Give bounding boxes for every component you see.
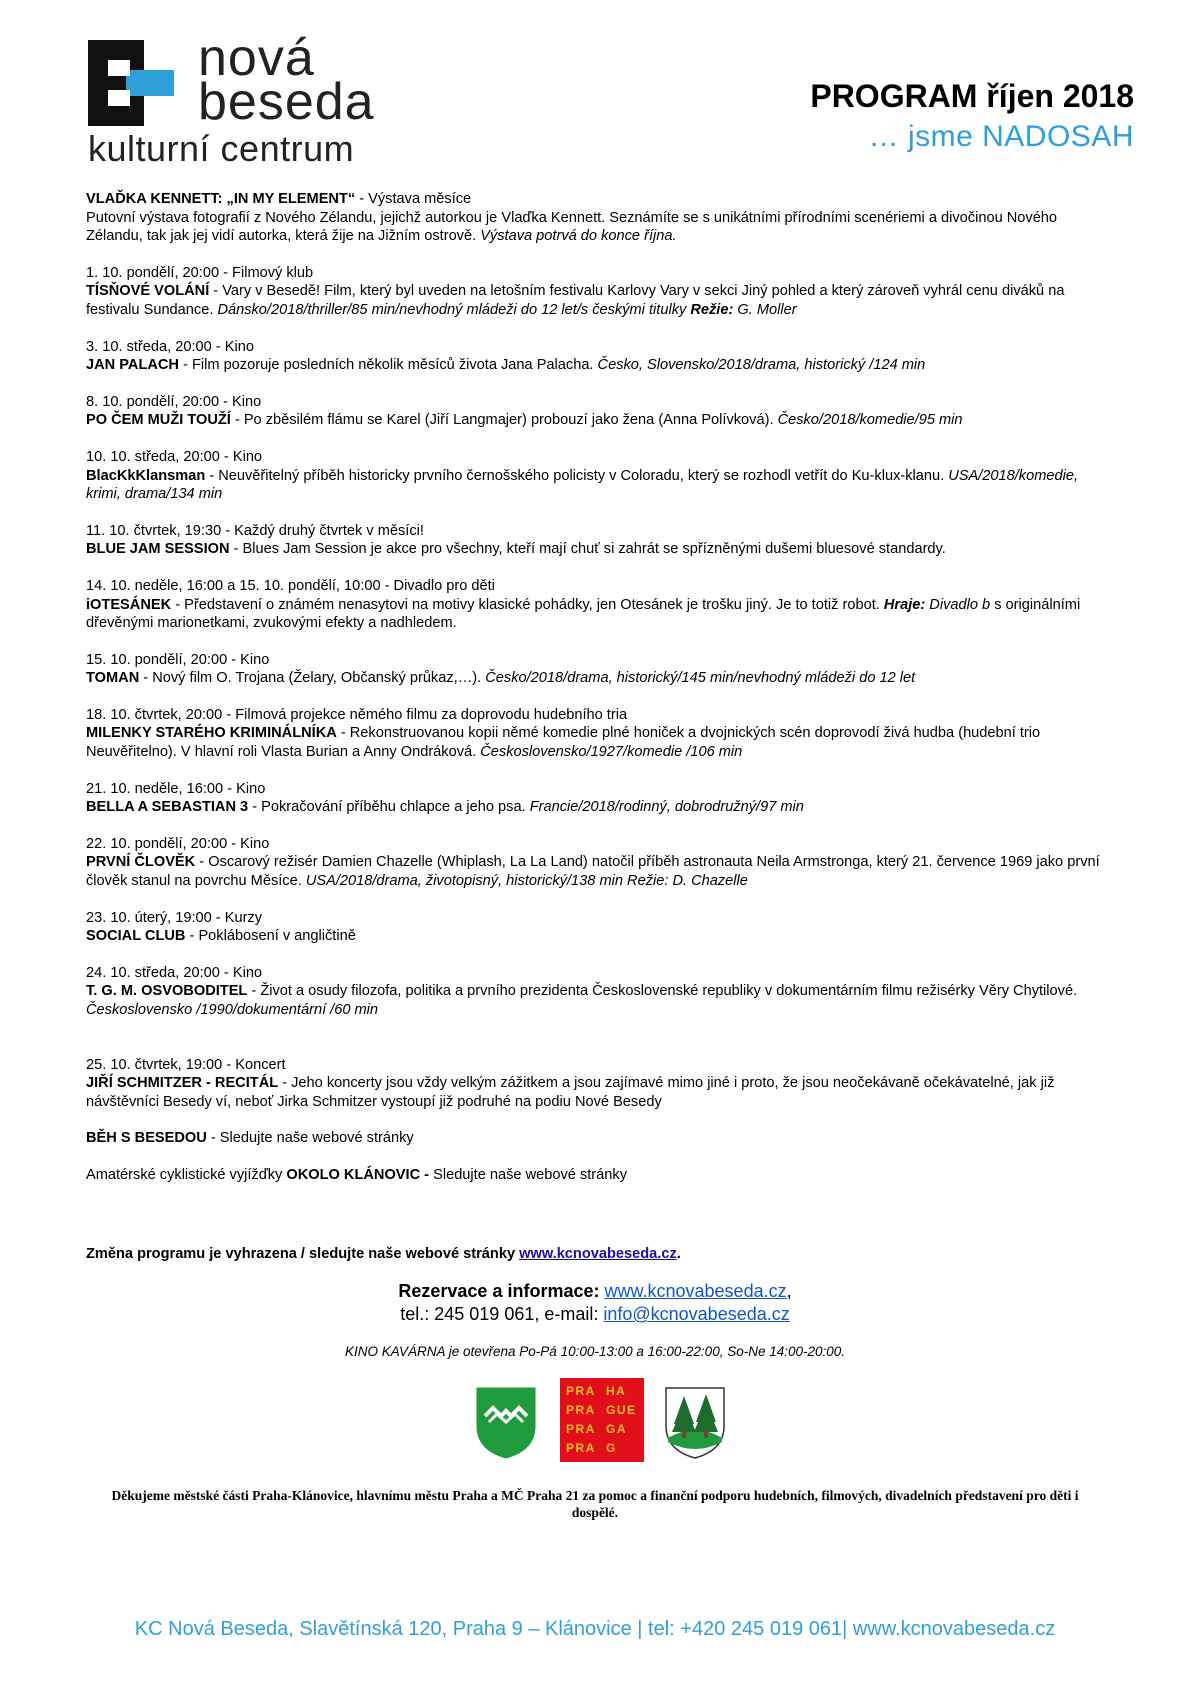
event-item xyxy=(86,522,1116,559)
event-title: BELLA A SEBASTIAN 3 xyxy=(86,799,249,816)
event-item xyxy=(86,448,1116,504)
event-text: - Vary v Besedě! Film, který byl uveden na letošním festivalu Karlovy Vary v sekci Jiný pohled a který zároveň vyhrál cenu diváků na festivalu Sundance. xyxy=(86,283,1065,318)
event-title: MILENKY STARÉHO KRIMINÁLNÍKA xyxy=(86,725,337,742)
change-note-text: Změna programu je vyhrazena / sledujte naše webové stránky xyxy=(86,1245,520,1262)
event-text: - Život a osudy filozofa, politika a prvního prezidenta Československé republiky v dokumentárním filmu režisérky Věry Chytilové. xyxy=(247,983,1078,1000)
event-description xyxy=(86,356,1116,375)
extra-cycling-title: OKOLO KLÁNOVIC - xyxy=(286,1166,430,1183)
event-item xyxy=(86,964,1116,1020)
event-title: BlacKkKlansman xyxy=(86,467,206,484)
event-title: TOMAN xyxy=(86,670,140,687)
event-meta-value: G. Moller xyxy=(733,301,797,318)
cafe-hours: KINO KAVÁRNA je otevřena Po-Pá 10:00-13:00 a 16:00-22:00, So-Ne 14:00-20:00. xyxy=(344,1344,846,1359)
event-date: 23. 10. úterý, 19:00 - Kurzy xyxy=(86,909,263,926)
event-title: PO ČEM MUŽI TOUŽÍ xyxy=(86,412,231,429)
event-title: TÍSŇOVÉ VOLÁNÍ xyxy=(86,283,210,300)
extra-cycling-text: Sledujte naše webové stránky xyxy=(429,1166,627,1183)
reservation-email-link[interactable]: info@kcnovabeseda.cz xyxy=(603,1304,790,1324)
event-text: - Film pozoruje posledních několik měsíců života Jana Palacha. xyxy=(178,357,598,374)
event-meta-label: Režie: xyxy=(690,301,734,318)
reservation-block xyxy=(0,1280,1190,1326)
event-title: BLUE JAM SESSION xyxy=(86,541,230,558)
event-item xyxy=(86,338,1116,375)
event-title: PRVNÍ ČLOVĚK xyxy=(86,854,196,871)
event-description xyxy=(86,1074,1116,1111)
event-date: 22. 10. pondělí, 20:00 - Kino xyxy=(86,835,270,852)
extra-run-title: BĚH S BESEDOU xyxy=(86,1130,207,1147)
event-meta-value: Divadlo b xyxy=(925,596,991,613)
event-meta: USA/2018/komedie, krimi, drama/134 min xyxy=(86,467,1079,503)
event-text-tail: s originálními dřevěnými marionetkami, zvukovými efekty a nadhledem. xyxy=(86,596,1081,632)
sponsor-logos xyxy=(0,1378,1190,1468)
extra-cycling xyxy=(86,1166,1116,1185)
event-date: 8. 10. pondělí, 20:00 - Kino xyxy=(86,393,262,410)
program-title: PROGRAM říjen 2018 xyxy=(810,78,1134,114)
website-link[interactable]: www.kcnovabeseda.cz xyxy=(519,1245,677,1262)
event-title: SOCIAL CLUB xyxy=(86,928,186,945)
event-text: - Jeho koncerty jsou vždy velkým zážitkem a jsou zajímavé mimo jiné i proto, že jsou neočekávaně očekávatelné, jak již návštěvníci Besedy ví, neboť Jirka Schmitzer vystoupí již podruhé na podiu Nové Besedy xyxy=(86,1075,1055,1110)
praha-logo-text: G xyxy=(606,1441,617,1455)
event-text: - Poklábosení v angličtině xyxy=(185,928,356,945)
event-description xyxy=(86,982,1116,1019)
event-text: - Rekonstruovanou kopii němé komedie plné honiček a dvojnických scén doprovodí živá hudba (hudební trio Neuvěřitelno). V hlavní roli Vlasta Burian a Anny Ondráková. xyxy=(86,725,1041,761)
event-date: 25. 10. čtvrtek, 19:00 - Koncert xyxy=(86,1056,286,1073)
reservation-comma: , xyxy=(786,1281,792,1301)
footer-contact: KC Nová Beseda, Slavětínská 120, Praha 9 – Klánovice | tel: +420 245 019 061| www.kcnovabeseda.cz xyxy=(134,1618,1056,1640)
event-item xyxy=(86,706,1116,762)
klanovice-crest-icon xyxy=(475,1386,537,1460)
extra-run xyxy=(86,1129,1116,1148)
exhibit-tag: - Výstava měsíce xyxy=(355,191,472,207)
reservation-web-link[interactable]: www.kcnovabeseda.cz xyxy=(604,1281,787,1301)
exhibit-note: Výstava potrvá do konce října. xyxy=(480,228,677,245)
event-description xyxy=(86,540,1116,559)
praha-logo-text: HA xyxy=(606,1384,627,1398)
event-item xyxy=(86,909,1116,946)
event-title: T. G. M. OSVOBODITEL xyxy=(86,983,248,1000)
event-date: 15. 10. pondělí, 20:00 - Kino xyxy=(86,651,270,668)
logo-text-beseda: beseda xyxy=(198,73,375,131)
event-description xyxy=(86,798,1116,817)
exhibit-text: Putovní výstava fotografií z Nového Zélandu, jejichž autorkou je Vlaďka Kennett. Seznámíte se s unikátními přírodními scenériemi a divočinou Nového Zélandu, tak jak jej vidí autorka, která žije na Jižním ostrově. xyxy=(86,209,1058,245)
praha-logo-text: PRA xyxy=(566,1403,596,1417)
event-description xyxy=(86,596,1116,633)
thanks-note: Děkujeme městské části Praha-Klánovice, hlavnímu městu Praha a MČ Praha 21 za pomoc a finanční podporu hudebních, filmových, divadelních představení pro děti i dospělé. xyxy=(111,1488,1079,1520)
praha-logo-text: PRA xyxy=(566,1422,596,1436)
event-description xyxy=(86,411,1116,430)
praha-logo-text: PRA xyxy=(566,1441,596,1455)
event-meta: USA/2018/drama, životopisný, historický/138 min Režie: D. Chazelle xyxy=(305,873,748,890)
exhibit-block xyxy=(86,190,1116,246)
event-list xyxy=(86,264,1116,1112)
praha-logo-text: GUE xyxy=(606,1403,637,1417)
event-description xyxy=(86,927,1116,946)
event-text: - Představení o známém nenasytovi na motivy klasické pohádky, jen Otesánek je trošku jiný. Je to totiž robot. xyxy=(171,596,884,613)
praha-logo xyxy=(560,1378,644,1462)
event-date: 18. 10. čtvrtek, 20:00 - Filmová projekce němého filmu za doprovodu hudebního tria xyxy=(86,706,628,723)
event-item xyxy=(86,264,1116,320)
event-item xyxy=(86,577,1116,633)
event-item xyxy=(86,780,1116,817)
event-title: JAN PALACH xyxy=(86,357,179,374)
event-item xyxy=(86,1056,1116,1112)
program-slogan: … jsme NADOSAH xyxy=(868,120,1134,153)
event-text: - Po zběsilém flámu se Karel (Jiří Langmajer) probouzí jako žena (Anna Polívková). xyxy=(230,412,778,429)
event-date: 14. 10. neděle, 16:00 a 15. 10. pondělí, 10:00 - Divadlo pro děti xyxy=(86,577,495,594)
logo-text-subtitle: kulturní centrum xyxy=(88,128,355,169)
logo-text-nova: nová xyxy=(198,29,315,87)
event-text: - Blues Jam Session je akce pro všechny, kteří mají chuť si zahrát se spřízněnými dušemi bluesové standardy. xyxy=(229,541,946,558)
event-text: - Pokračování příběhu chlapce a jeho psa. xyxy=(248,799,530,816)
event-description xyxy=(86,669,1116,688)
event-description xyxy=(86,853,1116,890)
extra-run-text: - Sledujte naše webové stránky xyxy=(206,1130,414,1147)
event-meta: Česko/2018/drama, historický/145 min/nevhodný mládeži do 12 let xyxy=(485,670,916,687)
event-date: 11. 10. čtvrtek, 19:30 - Každý druhý čtvrtek v měsíci! xyxy=(86,522,424,539)
praha-logo-text: GA xyxy=(606,1422,627,1436)
nova-beseda-logo-icon xyxy=(88,40,174,126)
reservation-label: Rezervace a informace: xyxy=(398,1281,600,1301)
praha21-crest-icon xyxy=(664,1386,726,1460)
exhibit-title: VLAĎKA KENNETT: „IN MY ELEMENT“ xyxy=(86,191,356,207)
event-description xyxy=(86,282,1116,319)
event-description xyxy=(86,467,1116,504)
extra-cycling-pre: Amatérské cyklistické vyjížďky xyxy=(86,1166,287,1183)
event-meta: Česko/2018/komedie/95 min xyxy=(777,412,963,429)
event-meta: Československo /1990/dokumentární /60 min xyxy=(86,1002,379,1018)
event-meta: Československo/1927/komedie /106 min xyxy=(480,744,743,761)
event-date: 21. 10. neděle, 16:00 - Kino xyxy=(86,780,266,797)
event-text: - Oscarový režisér Damien Chazelle (Whiplash, La La Land) natočil příběh astronauta Neila Armstronga, který 21. července 1969 jako první člověk stanul na povrchu Měsíce. xyxy=(86,854,1100,890)
event-item xyxy=(86,835,1116,891)
event-date: 10. 10. středa, 20:00 - Kino xyxy=(86,448,263,465)
event-meta: Dánsko/2018/thriller/85 min/nevhodný mládeži do 12 let/s českými titulky xyxy=(217,301,691,318)
event-meta: Česko, Slovensko/2018/drama, historický /124 min xyxy=(597,357,926,374)
event-item xyxy=(86,393,1116,430)
event-date: 24. 10. středa, 20:00 - Kino xyxy=(86,964,263,981)
event-item xyxy=(86,651,1116,688)
event-title: iOTESÁNEK xyxy=(86,596,172,613)
event-date: 1. 10. pondělí, 20:00 - Filmový klub xyxy=(86,264,314,281)
event-meta: Francie/2018/rodinný, dobrodružný/97 min xyxy=(529,799,804,816)
event-text: - Nový film O. Trojana (Želary, Občanský průkaz,…). xyxy=(139,670,486,687)
event-description xyxy=(86,724,1116,761)
event-text: - Neuvěřitelný příběh historicky prvního černošského policisty v Coloradu, který se rozhodl vetřít do Ku-klux-klanu. xyxy=(205,467,949,484)
event-title: JIŘÍ SCHMITZER - RECITÁL xyxy=(86,1075,279,1092)
change-note-end: . xyxy=(676,1245,681,1262)
change-note xyxy=(86,1245,1116,1264)
reservation-tel: tel.: 245 019 061, e-mail: xyxy=(400,1304,604,1324)
praha-logo-text: PRA xyxy=(566,1384,596,1398)
event-meta-label: Hraje: xyxy=(883,596,926,613)
header xyxy=(88,28,1134,168)
event-date: 3. 10. středa, 20:00 - Kino xyxy=(86,338,254,355)
program-content xyxy=(86,190,1116,1278)
